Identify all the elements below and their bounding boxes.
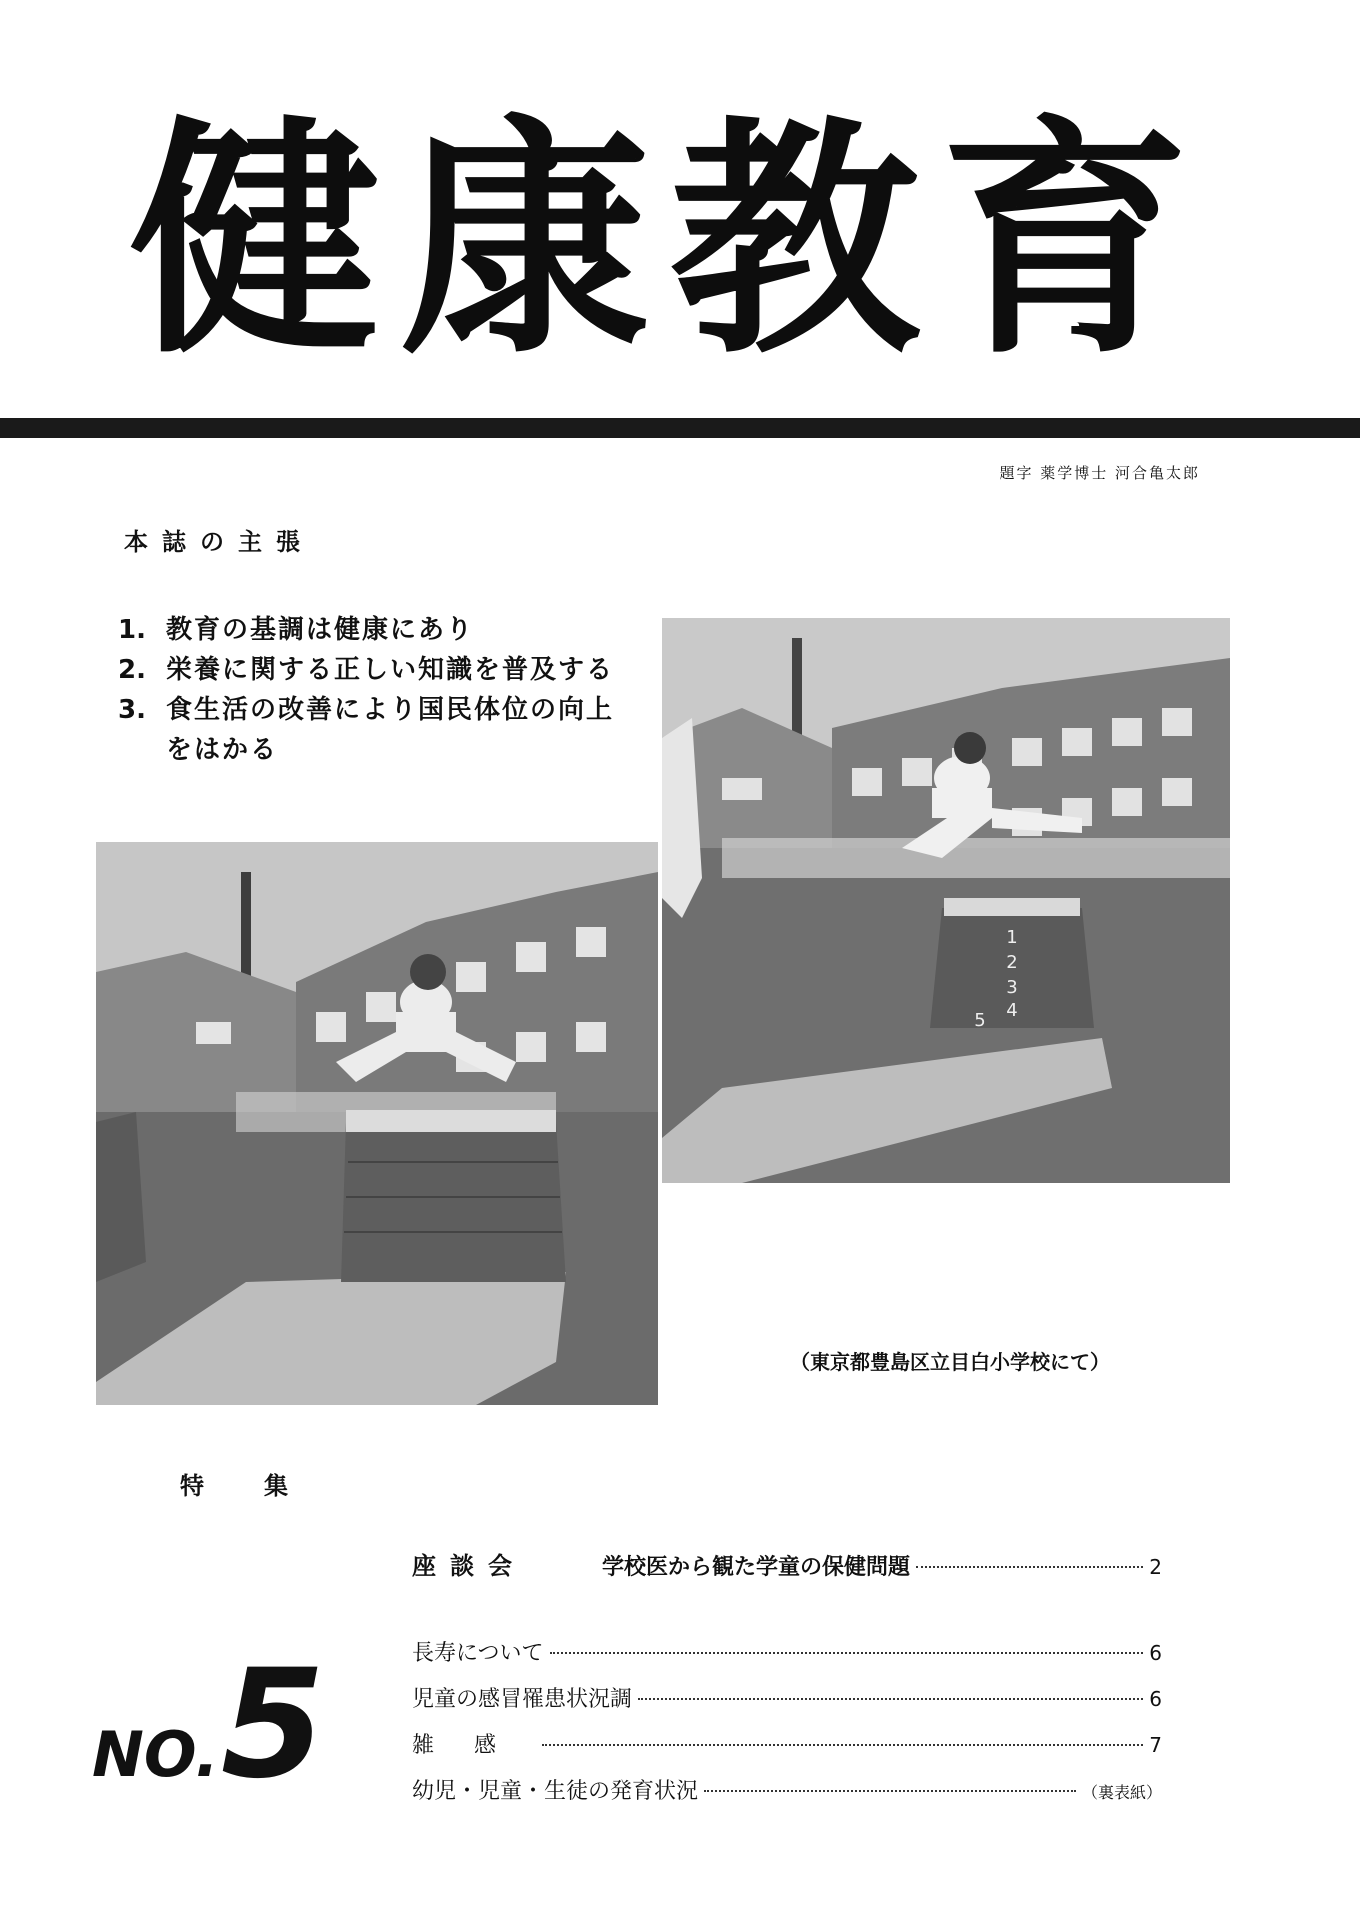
toc-leader-dots [916, 1566, 1143, 1568]
issue-number [92, 1640, 332, 1820]
toc-leader-dots [550, 1652, 1144, 1654]
magazine-title: 健康教育 [130, 93, 1210, 387]
box-number-4: 4 [1006, 1000, 1018, 1021]
principle-item [118, 690, 638, 770]
toc-feature-title: 学校医から観た学童の保健問題 [602, 1555, 911, 1580]
toc-row-growth-status[interactable] [412, 1774, 1162, 1805]
toc-entry-page: 7 [1149, 1733, 1162, 1757]
vaulting-photo-left [96, 842, 658, 1405]
principle-text: 教育の基調は健康にあり [166, 615, 475, 645]
toc-entry-page: 6 [1149, 1641, 1162, 1665]
principles-list [118, 610, 638, 770]
toc-row-longevity[interactable] [412, 1636, 1162, 1667]
principle-text: 食生活の改善により国民体位の向上をはかる [166, 695, 615, 765]
toc-feature-page: 2 [1149, 1555, 1162, 1579]
toc-entry-page: 6 [1149, 1687, 1162, 1711]
toc-leader-dots [638, 1698, 1143, 1700]
principle-number: 1. [118, 615, 146, 645]
calligraphy-credit: 題字 薬学博士 河合亀太郎 [999, 464, 1200, 482]
issue-prefix: NO. [92, 1718, 219, 1791]
principle-number: 3. [118, 695, 146, 725]
toc-entry-title: 雑感 [412, 1733, 537, 1758]
principle-item [118, 610, 638, 650]
issue-digit: 5 [220, 1638, 326, 1812]
principles-heading: 本誌の主張 [124, 528, 314, 556]
box-number-5: 5 [974, 1010, 986, 1031]
toc-leader-dots [704, 1790, 1076, 1792]
toc-entry-title: 幼児・児童・生徒の発育状況 [412, 1779, 699, 1804]
principle-item [118, 650, 638, 690]
box-number-2: 2 [1006, 952, 1018, 973]
vaulting-photo-right-image [662, 618, 1230, 1183]
toc-row-impressions[interactable] [412, 1728, 1162, 1759]
photo-caption: （東京都豊島区立目白小学校にて） [790, 1350, 1110, 1374]
principle-text: 栄養に関する正しい知識を普及する [166, 655, 615, 685]
vaulting-photo-left-image [96, 842, 658, 1405]
feature-heading: 特集 [180, 1472, 348, 1500]
vaulting-photo-right [662, 618, 1230, 1183]
title-divider [0, 418, 1360, 438]
toc-row-cold-survey[interactable] [412, 1682, 1162, 1713]
toc-entry-page: （裏表紙） [1081, 1783, 1162, 1802]
toc-feature-kind: 座談会 [412, 1552, 526, 1580]
principle-number: 2. [118, 655, 146, 685]
toc-entry-title: 児童の感冒罹患状況調 [412, 1687, 633, 1712]
toc-entry-title: 長寿について [412, 1641, 544, 1666]
toc-leader-dots [542, 1744, 1143, 1746]
box-number-1: 1 [1006, 927, 1018, 948]
box-number-3: 3 [1006, 977, 1018, 998]
toc-row-feature[interactable] [412, 1546, 1162, 1581]
